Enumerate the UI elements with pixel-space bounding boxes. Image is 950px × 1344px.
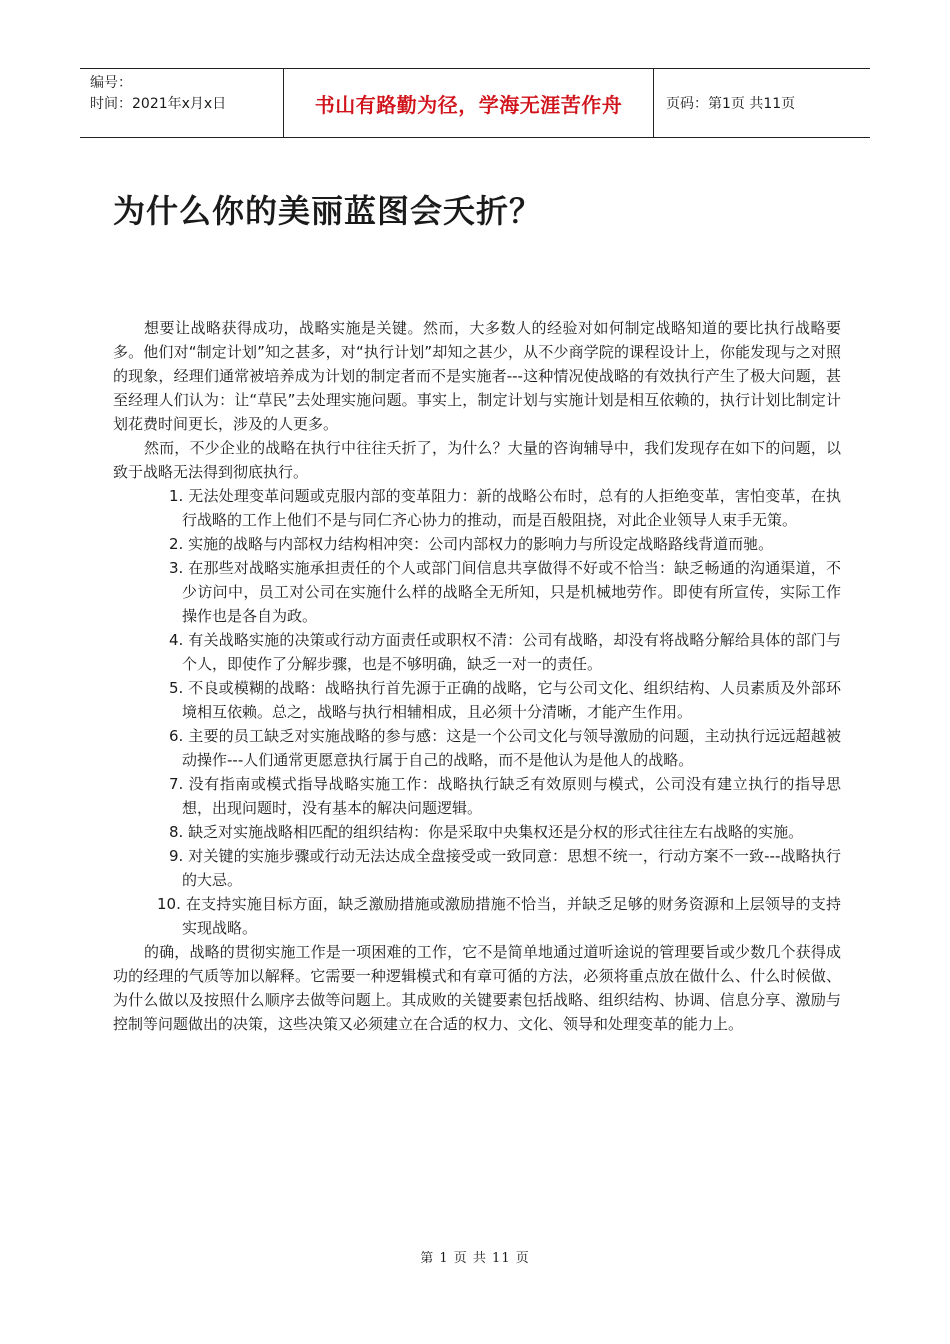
list-item-text: 对关键的实施步骤或行动无法达成全盘接受或一致同意：思想不统一，行动方案不一致---战略执行的大忌。 <box>182 847 841 889</box>
list-item <box>113 892 841 940</box>
list-item <box>113 820 841 844</box>
list-item-number: 3. <box>169 559 184 577</box>
problem-list <box>113 484 841 940</box>
list-item-text: 没有指南或模式指导战略实施工作：战略执行缺乏有效原则与模式，公司没有建立执行的指导思想，出现问题时，没有基本的解决问题逻辑。 <box>182 775 841 817</box>
conclusion-paragraph: 的确，战略的贯彻实施工作是一项困难的工作，它不是简单地通过道听途说的管理要旨或少数几个获得成功的经理的气质等加以解释。它需要一种逻辑模式和有章可循的方法，必须将重点放在做什么、什么时候做、为什么做以及按照什么顺序去做等问题上。其成败的关键要素包括战略、组织结构、协调、信息分享、激励与控制等问题做出的决策，这些决策又必须建立在合适的权力、文化、领导和处理变革的能力上。 <box>113 943 841 1033</box>
list-item-number: 2. <box>169 535 184 553</box>
list-item-text: 不良或模糊的战略：战略执行首先源于正确的战略，它与公司文化、组织结构、人员素质及外部环境相互依赖。总之，战略与执行相辅相成，且必须十分清晰，才能产生作用。 <box>182 679 841 721</box>
list-item <box>113 532 841 556</box>
list-item <box>113 556 841 628</box>
list-item <box>113 844 841 892</box>
intro-paragraph: 想要让战略获得成功，战略实施是关键。然而，大多数人的经验对如何制定战略知道的要比执行战略要多。他们对“制定计划”知之甚多，对“执行计划”却知之甚少，从不少商学院的课程设计上，你能发现与之对照的现象，经理们通常被培养成为计划的制定者而不是实施者---这种情况使战略的有效执行产生了极大问题，甚至经理人们认为：让“草民”去处理实施问题。事实上，制定计划与实施计划是相互依赖的，执行计划比制定计划花费时间更长，涉及的人更多。 <box>113 319 841 433</box>
intro-paragraph: 然而，不少企业的战略在执行中往往夭折了，为什么？大量的咨询辅导中，我们发现存在如下的问题，以致于战略无法得到彻底执行。 <box>113 439 841 481</box>
list-item-number: 4. <box>169 631 184 649</box>
list-item <box>113 628 841 676</box>
page-footer: 第 1 页 共 11 页 <box>420 1251 530 1266</box>
list-item-text: 在支持实施目标方面，缺乏激励措施或激励措施不恰当，并缺乏足够的财务资源和上层领导的支持实现战略。 <box>182 895 841 937</box>
motto: 书山有路勤为径，学海无涯苦作舟 <box>314 92 623 117</box>
document-title: 为什么你的美丽蓝图会夭折？ <box>113 192 543 230</box>
list-item-number: 5. <box>169 679 184 697</box>
list-item-text: 无法处理变革问题或克服内部的变革阻力：新的战略公布时，总有的人拒绝变革，害怕变革，在执行战略的工作上他们不是与同仁齐心协力的推动，而是百般阻挠，对此企业领导人束手无策。 <box>182 487 841 529</box>
list-item-text: 在那些对战略实施承担责任的个人或部门间信息共享做得不好或不恰当：缺乏畅通的沟通渠道，不少访问中，员工对公司在实施什么样的战略全无所知，只是机械地劳作。即使有所宣传，实际工作操作也是各自为政。 <box>182 559 841 625</box>
list-item <box>113 724 841 772</box>
page-header <box>80 68 870 138</box>
list-item-text: 有关战略实施的决策或行动方面责任或职权不清：公司有战略，却没有将战略分解给具体的部门与个人，即使作了分解步骤，也是不够明确，缺乏一对一的责任。 <box>182 631 841 673</box>
list-item-number: 10. <box>157 895 181 913</box>
list-item-number: 6. <box>169 727 184 745</box>
list-item-text: 缺乏对实施战略相匹配的组织结构：你是采取中央集权还是分权的形式往往左右战略的实施。 <box>188 823 804 841</box>
list-item-number: 1. <box>169 487 184 505</box>
list-item-number: 7. <box>169 775 184 793</box>
date-label: 时间：2021年x月x日 <box>90 96 227 112</box>
document-body <box>113 316 841 1036</box>
list-item-text: 主要的员工缺乏对实施战略的参与感：这是一个公司文化与领导激励的问题，主动执行远远超越被动操作---人们通常更愿意执行属于自己的战略，而不是他认为是他人的战略。 <box>182 727 841 769</box>
list-item <box>113 676 841 724</box>
header-motto-cell <box>283 69 654 137</box>
list-item <box>113 484 841 532</box>
list-item-number: 9. <box>169 847 184 865</box>
page-code: 页码：第1页 共11页 <box>666 96 796 112</box>
header-page-code-cell <box>654 69 870 137</box>
list-item <box>113 772 841 820</box>
header-meta <box>80 69 283 137</box>
list-item-text: 实施的战略与内部权力结构相冲突：公司内部权力的影响力与所设定战略路线背道而驰。 <box>188 535 774 553</box>
list-item-number: 8. <box>169 823 184 841</box>
number-label: 编号： <box>90 75 132 91</box>
